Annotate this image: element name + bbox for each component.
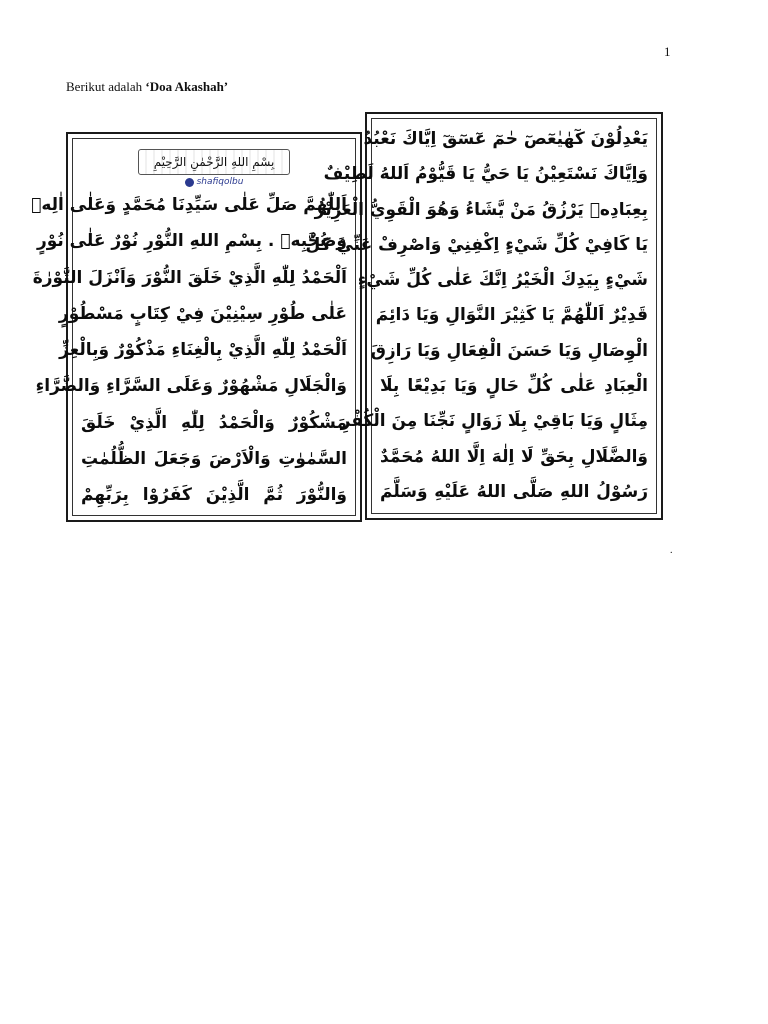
arabic-line: اَلْحَمْدُ لِلّٰهِ الَّذِيْ بِالْغِنَاءِ مَذْكُوْرٌ وَبِالْعِزِّ <box>59 340 347 360</box>
arabic-line: رَسُوْلُ اللهِ صَلَّى اللهُ عَلَيْهِ وَسَلَّمَ <box>380 481 648 502</box>
arabic-line: السَّمٰوٰتِ وَالْاَرْضَ وَجَعَلَ الظُّلُمٰتِ <box>81 448 347 469</box>
arabic-line: وَالنُّوْرَ ثُمَّ الَّذِيْنَ كَفَرُوْا بِرَبِّهِمْ <box>81 485 347 505</box>
arabic-line: شَيْءٍ بِيَدِكَ الْخَيْرُ اِنَّكَ عَلٰى كُلِّ شَيْءٍ <box>357 270 648 291</box>
doa-image-right-panel <box>305 112 663 520</box>
arabic-line: يَا كَافِيْ كُلِّ شَيْءٍ اِكْفِنِيْ وَاصْرِفْ عَنِّيْ كُلَّ <box>305 234 648 255</box>
arabic-line: اَللّٰهُمَّ صَلِّ عَلٰى سَيِّدِنَا مُحَمَّدٍ وَعَلٰى اٰلِهٖ <box>31 195 347 215</box>
doa-title: ‘Doa Akashah’ <box>145 79 229 94</box>
arabic-line: وَصَحْبِهٖ . بِسْمِ اللهِ النُّوْرِ نُوْرٌ عَلٰى نُوْرٍ <box>36 231 347 252</box>
watermark-logo-icon <box>185 178 194 187</box>
arabic-line: وَالْجَلَالِ مَشْهُوْرٌ وَعَلَى السَّرَّاءِ وَالضَّرَّاءِ <box>35 376 347 397</box>
intro-prefix: Berikut adalah <box>66 79 146 94</box>
page-number: 1 <box>664 44 671 59</box>
arabic-line: مَشْكُوْرٌ وَالْحَمْدُ لِلّٰهِ الَّذِيْ خَلَقَ <box>81 412 347 433</box>
arabic-line: اَلْحَمْدُ لِلّٰهِ الَّذِيْ خَلَقَ النُّوْرَ وَاَنْزَلَ التَّوْرٰةَ <box>32 267 347 288</box>
arabic-line: الْعِبَادِ عَلٰى كُلِّ حَالٍ وَيَا بَدِيْعًا بِلَا <box>380 376 648 397</box>
watermark <box>185 177 244 187</box>
arabic-line: يَعْدِلُوْنَ كٓهٰيٰعٓصٓ حٰمٓ عٓسٓقٓ اِيَّاكَ نَعْبُدُ <box>363 129 648 149</box>
arabic-line: مِثَالٍ وَيَا بَاقِيْ بِلَا زَوَالٍ نَجِّنَا مِنَ الْكُفْرِ <box>340 411 648 432</box>
stray-mark: . <box>670 545 673 556</box>
arabic-line: وَالضَّلَالِ بِحَقِّ لَا اِلٰهَ اِلَّا اللهُ مُحَمَّدٌ <box>380 446 648 467</box>
arabic-line: الْوِصَالِ وَيَا حَسَنَ الْفِعَالِ وَيَا رَازِقَ <box>370 340 648 361</box>
intro-sentence <box>66 79 228 95</box>
arabic-line: بِعِبَادِهٖ يَرْزُقُ مَنْ يَّشَاءُ وَهُوَ الْقَوِيُّ الْعَزِيْزُ <box>314 199 648 220</box>
watermark-text: shafiqolbu <box>196 177 244 187</box>
basmalah-banner: بِسْمِ اللهِ الرَّحْمٰنِ الرَّحِيْمِ <box>138 149 290 175</box>
arabic-line: وَاِيَّاكَ نَسْتَعِيْنُ يَا حَيُّ يَا قَيُّوْمُ اَللهُ لَطِيْفٌ <box>323 164 648 185</box>
arabic-line: قَدِيْرٌ اَللّٰهُمَّ يَا كَثِيْرَ النَّوَالِ وَيَا دَائِمَ <box>375 305 648 326</box>
right-arabic-text <box>305 125 648 507</box>
arabic-line: عَلٰى طُوْرِ سِيْنِيْنَ فِيْ كِتَابٍ مَسْطُوْرٍ <box>58 303 347 324</box>
doa-image-left-panel <box>31 132 362 522</box>
